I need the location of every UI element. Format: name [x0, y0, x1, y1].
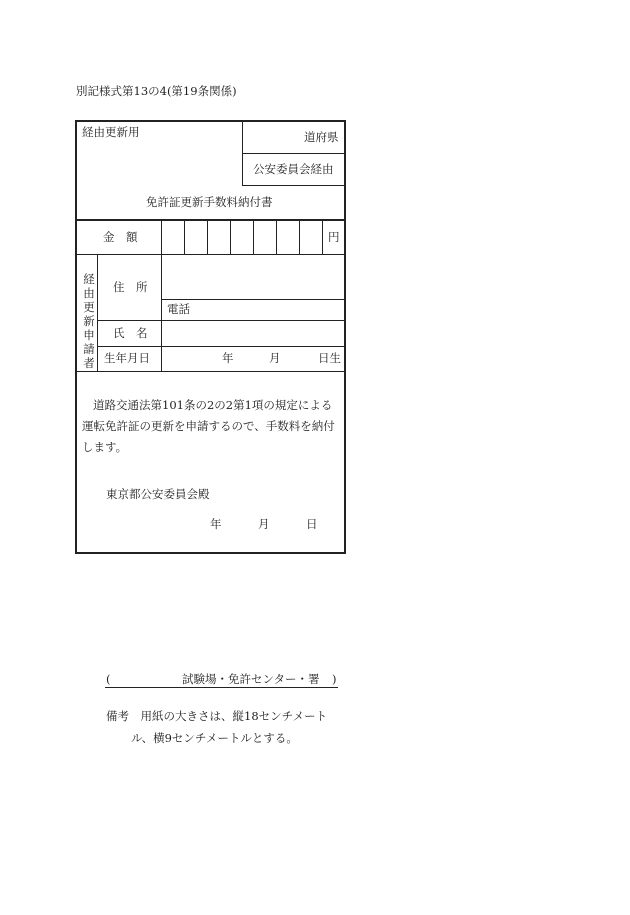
divider [97, 320, 345, 321]
route-label: 経由更新用 [82, 125, 140, 139]
statement-line-3: します。 [82, 440, 128, 454]
note-line-1: 備考 用紙の大きさは、縦18センチメート [106, 709, 328, 723]
amount-label: 金 額 [103, 230, 138, 244]
divider [76, 254, 345, 255]
date-day-label: 日 [306, 517, 318, 531]
amount-unit: 円 [328, 230, 340, 244]
divider [242, 185, 345, 186]
via-commission-label: 公安委員会経由 [253, 162, 334, 176]
amount-digit-divider [207, 220, 208, 254]
birth-month-label: 月 [269, 351, 281, 365]
birth-year-label: 年 [222, 351, 234, 365]
amount-digit-divider [299, 220, 300, 254]
phone-label: 電話 [167, 302, 190, 316]
form-number: 別記様式第13の4(第19条関係) [76, 84, 237, 98]
applicant-label: 経 由 更 新 申 請 者 [83, 272, 95, 370]
office-open-paren: ( [106, 672, 111, 686]
statement-line-2: 運転免許証の更新を申請するので、手数料を納付 [82, 419, 335, 433]
statement-line-1: 道路交通法第101条の2の2第1項の規定による [93, 398, 333, 412]
divider [161, 299, 345, 300]
divider [76, 371, 345, 372]
name-label: 氏 名 [113, 326, 148, 340]
divider [97, 346, 345, 347]
office-underline [105, 687, 338, 688]
amount-digit-divider [276, 220, 277, 254]
birth-day-label: 日生 [318, 351, 341, 365]
divider [97, 255, 98, 372]
office-close-paren: ) [332, 672, 337, 686]
office-text: 試験場・免許センター・署 [182, 672, 320, 686]
address-label: 住 所 [113, 280, 148, 294]
amount-digit-divider [253, 220, 254, 254]
amount-digit-divider [230, 220, 231, 254]
birthdate-label: 生年月日 [104, 351, 150, 365]
form-title: 免許証更新手数料納付書 [146, 195, 273, 209]
divider [76, 219, 345, 221]
amount-digit-divider [322, 220, 323, 254]
date-month-label: 月 [258, 517, 270, 531]
note-line-2: ル、横9センチメートルとする。 [131, 731, 298, 745]
addressee: 東京都公安委員会殿 [106, 487, 210, 501]
prefecture-label: 道府県 [304, 130, 339, 144]
date-year-label: 年 [210, 517, 222, 531]
amount-digit-divider [184, 220, 185, 254]
divider [161, 220, 162, 372]
divider [242, 153, 345, 154]
